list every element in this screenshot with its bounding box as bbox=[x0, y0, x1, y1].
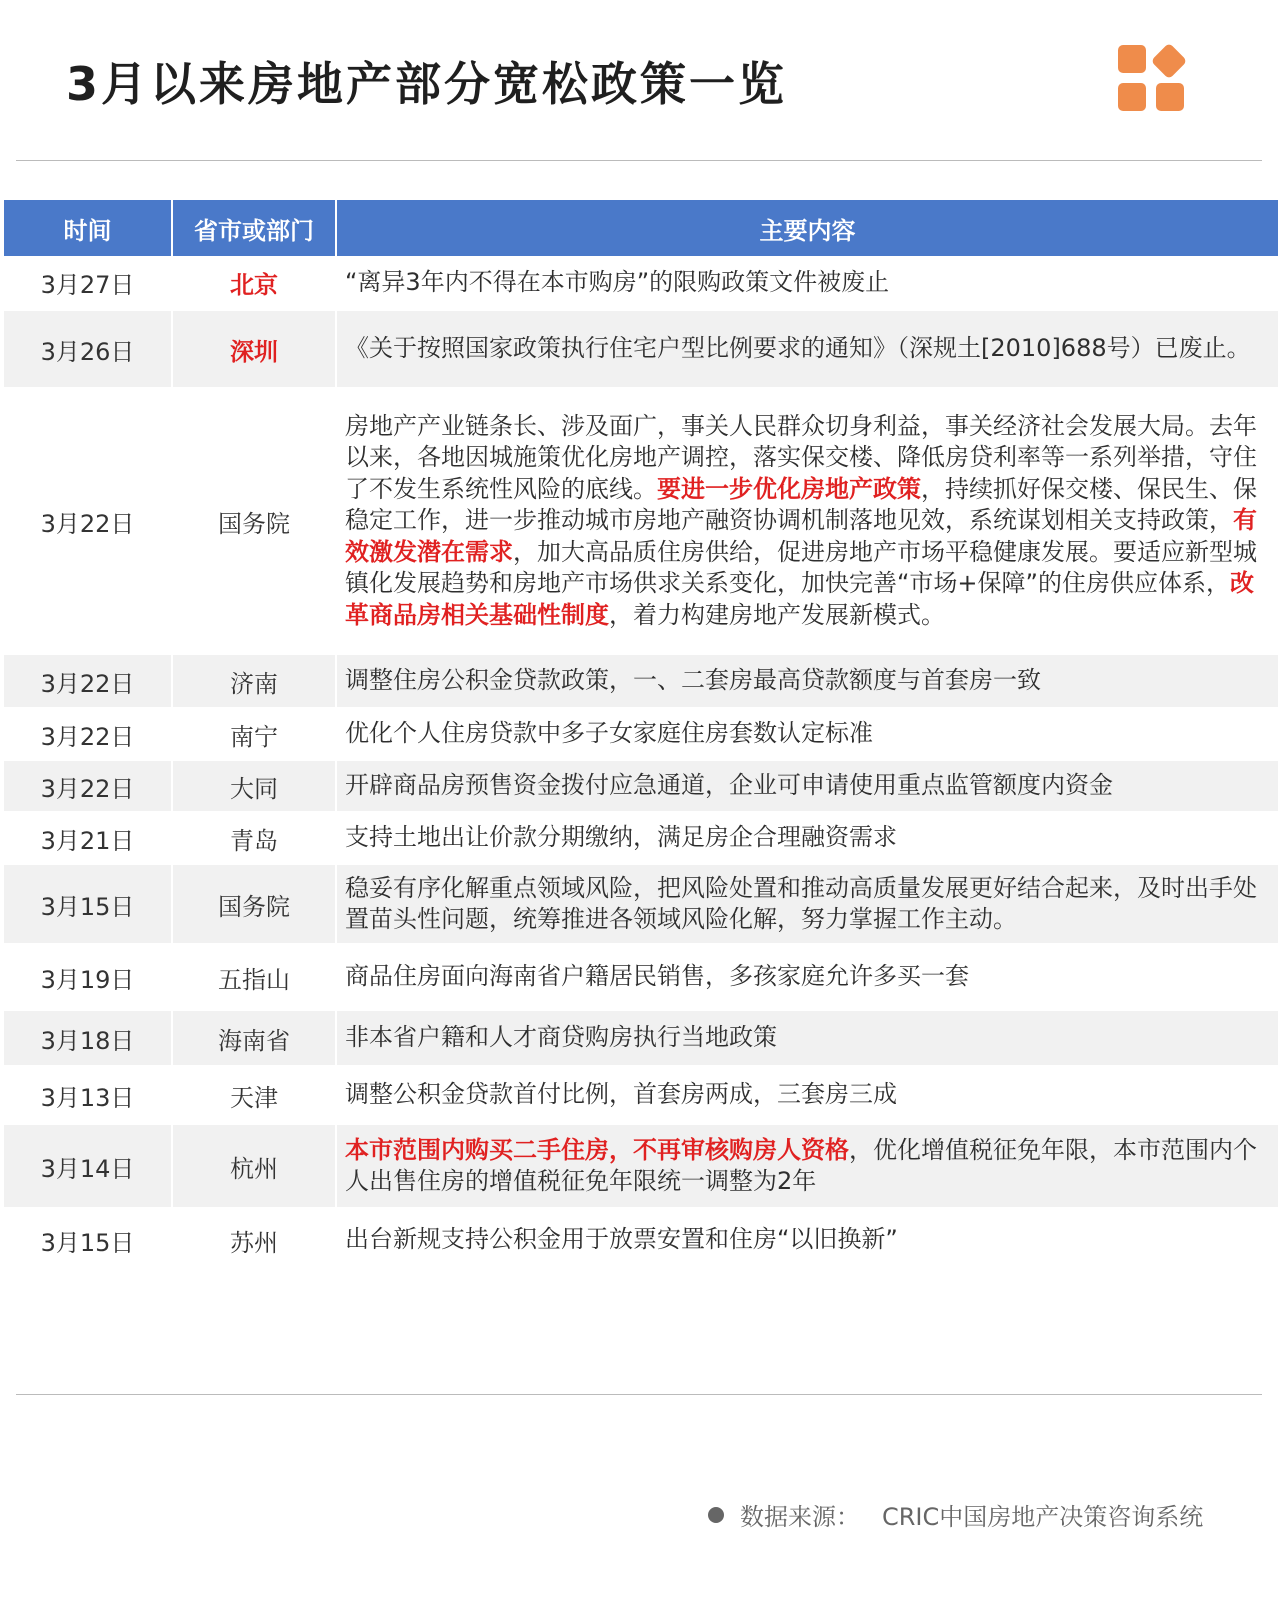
table-row bbox=[4, 1010, 1278, 1066]
row-content: 稳妥有序化解重点领域风险，把风险处置和推动高质量发展更好结合起来，及时出手处置苗头性问题，统筹推进各领域风险化解，努力掌握工作主动。 bbox=[336, 864, 1278, 944]
bullet-dot-icon bbox=[708, 1507, 724, 1523]
row-region: 苏州 bbox=[172, 1208, 336, 1272]
data-source bbox=[708, 1497, 1203, 1532]
row-region: 五指山 bbox=[172, 944, 336, 1010]
row-content: 《关于按照国家政策执行住宅户型比例要求的通知》（深规土[2010]688号）已废止。 bbox=[336, 310, 1278, 388]
row-date: 3月15日 bbox=[4, 1208, 172, 1272]
table-row bbox=[4, 864, 1278, 944]
row-content: 非本省户籍和人才商贷购房执行当地政策 bbox=[336, 1010, 1278, 1066]
policy-table bbox=[4, 200, 1278, 1273]
row-content bbox=[336, 388, 1278, 654]
header-content: 主要内容 bbox=[336, 200, 1278, 256]
row-content: 出台新规支持公积金用于放票安置和住房“以旧换新” bbox=[336, 1208, 1278, 1272]
row-region: 北京 bbox=[172, 256, 336, 310]
content-text: ，优化增值税征免年限，本市范围内个人出售住房的增值税征免年限统一调整为2年 bbox=[345, 1135, 1257, 1195]
row-content: 商品住房面向海南省户籍居民销售，多孩家庭允许多买一套 bbox=[336, 944, 1278, 1010]
content-highlight: 改革商品房相关基础性制度 bbox=[345, 569, 1254, 629]
row-date: 3月27日 bbox=[4, 256, 172, 310]
row-content bbox=[336, 1124, 1278, 1208]
row-region: 青岛 bbox=[172, 812, 336, 864]
table-row bbox=[4, 388, 1278, 654]
bottom-divider bbox=[16, 1394, 1262, 1395]
row-content: 调整公积金贷款首付比例，首套房两成，三套房三成 bbox=[336, 1066, 1278, 1124]
table-row bbox=[4, 256, 1278, 310]
table-row bbox=[4, 1124, 1278, 1208]
header-region: 省市或部门 bbox=[172, 200, 336, 256]
table-row bbox=[4, 944, 1278, 1010]
row-content: 优化个人住房贷款中多子女家庭住房套数认定标准 bbox=[336, 708, 1278, 760]
row-region: 海南省 bbox=[172, 1010, 336, 1066]
content-text: ，加大高品质住房供给，促进房地产市场平稳健康发展。要适应新型城镇化发展趋势和房地产市场供求关系变化，加快完善“市场+保障”的住房供应体系， bbox=[345, 537, 1257, 598]
content-text: 房地产产业链条长、涉及面广，事关人民群众切身利益，事关经济社会发展大局。去年以来，各地因城施策优化房地产调控，落实保交楼、降低房贷利率等一系列举措，守住了不发生系统性风险的底线。 bbox=[345, 411, 1257, 503]
row-region: 天津 bbox=[172, 1066, 336, 1124]
content-highlight: 有效激发潜在需求 bbox=[345, 506, 1257, 566]
row-region: 深圳 bbox=[172, 310, 336, 388]
table-row bbox=[4, 310, 1278, 388]
header-date: 时间 bbox=[4, 200, 172, 256]
row-date: 3月14日 bbox=[4, 1124, 172, 1208]
table-row bbox=[4, 1066, 1278, 1124]
row-region: 杭州 bbox=[172, 1124, 336, 1208]
source-value: CRIC中国房地产决策咨询系统 bbox=[882, 1503, 1204, 1531]
row-region: 国务院 bbox=[172, 388, 336, 654]
table-row bbox=[4, 654, 1278, 708]
row-date: 3月22日 bbox=[4, 760, 172, 812]
row-region: 济南 bbox=[172, 654, 336, 708]
content-text: ，着力构建房地产发展新模式。 bbox=[609, 600, 945, 629]
table-row bbox=[4, 708, 1278, 760]
row-region: 国务院 bbox=[172, 864, 336, 944]
row-date: 3月26日 bbox=[4, 310, 172, 388]
table-row bbox=[4, 812, 1278, 864]
logo-square-icon bbox=[1118, 45, 1146, 73]
row-content: 开辟商品房预售资金拨付应急通道，企业可申请使用重点监管额度内资金 bbox=[336, 760, 1278, 812]
row-date: 3月22日 bbox=[4, 388, 172, 654]
logo-square-icon bbox=[1118, 83, 1146, 111]
row-date: 3月13日 bbox=[4, 1066, 172, 1124]
row-content: 支持土地出让价款分期缴纳，满足房企合理融资需求 bbox=[336, 812, 1278, 864]
row-date: 3月19日 bbox=[4, 944, 172, 1010]
logo-square-icon bbox=[1156, 83, 1184, 111]
logo-diamond-icon bbox=[1151, 43, 1188, 80]
content-highlight: 要进一步优化房地产政策 bbox=[657, 474, 921, 503]
row-content: 调整住房公积金贷款政策，一、二套房最高贷款额度与首套房一致 bbox=[336, 654, 1278, 708]
row-content: “离异3年内不得在本市购房”的限购政策文件被废止 bbox=[336, 256, 1278, 310]
row-date: 3月18日 bbox=[4, 1010, 172, 1066]
page-title: 3月以来房地产部分宽松政策一览 bbox=[66, 57, 788, 111]
row-region: 南宁 bbox=[172, 708, 336, 760]
row-date: 3月21日 bbox=[4, 812, 172, 864]
table-row bbox=[4, 1208, 1278, 1272]
source-label: 数据来源： bbox=[740, 1503, 860, 1531]
row-date: 3月15日 bbox=[4, 864, 172, 944]
content-highlight: 本市范围内购买二手住房，不再审核购房人资格 bbox=[345, 1135, 849, 1164]
row-region: 大同 bbox=[172, 760, 336, 812]
row-date: 3月22日 bbox=[4, 654, 172, 708]
brand-logo-icon bbox=[1118, 45, 1194, 111]
table-row bbox=[4, 760, 1278, 812]
top-divider bbox=[16, 160, 1262, 161]
table-header-row bbox=[4, 200, 1278, 256]
row-date: 3月22日 bbox=[4, 708, 172, 760]
content-text: ，持续抓好保交楼、保民生、保稳定工作，进一步推动城市房地产融资协调机制落地见效，系统谋划相关支持政策， bbox=[345, 474, 1257, 535]
